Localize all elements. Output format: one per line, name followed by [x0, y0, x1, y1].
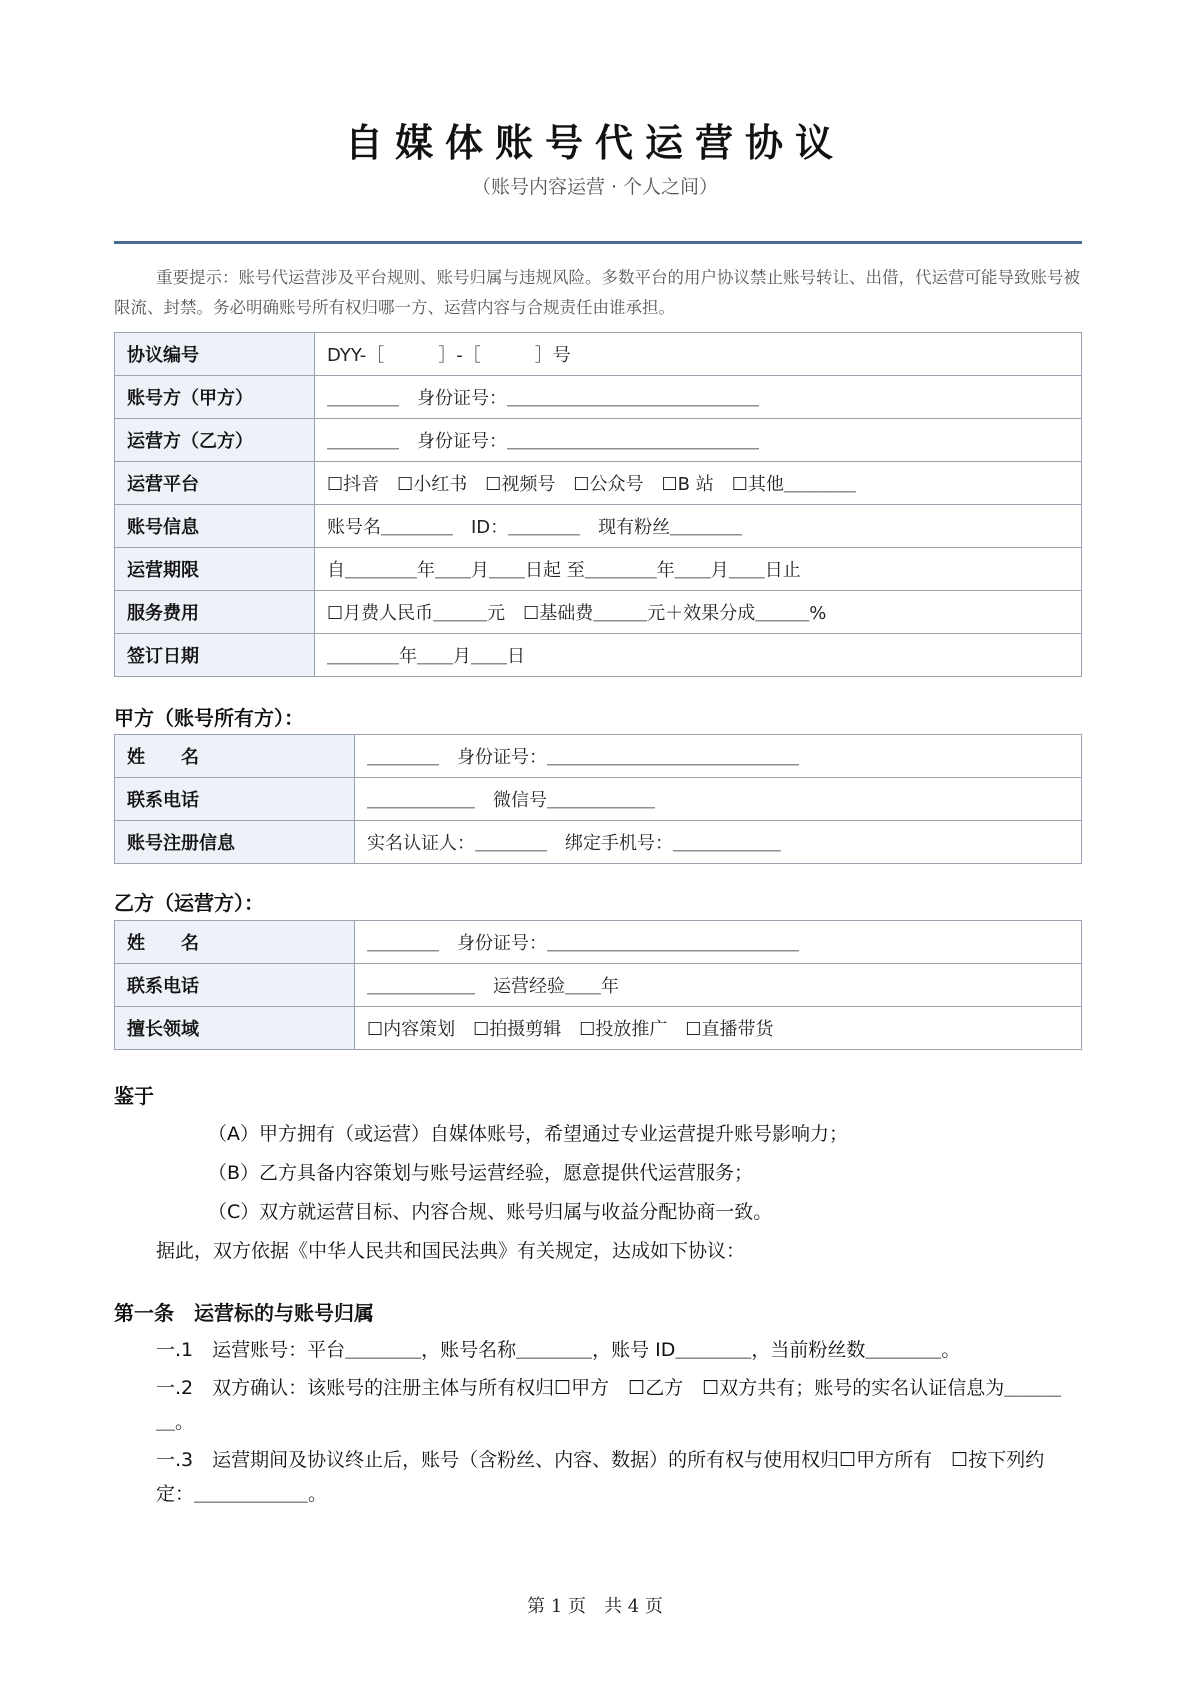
table-row	[115, 964, 1082, 1007]
table-row	[115, 921, 1082, 964]
summary-label: 账号方（甲方）	[115, 376, 315, 419]
article1-heading: 第一条 运营标的与账号归属	[114, 1301, 374, 1325]
table-row	[115, 1007, 1082, 1050]
party-a-label: 姓 名	[115, 735, 355, 778]
table-row	[115, 333, 1082, 376]
party-b-label: 姓 名	[115, 921, 355, 964]
party-b-value[interactable]: ＿＿＿＿ 身份证号：＿＿＿＿＿＿＿＿＿＿＿＿＿＿	[355, 921, 1082, 964]
summary-table	[114, 332, 1082, 677]
important-notice: 重要提示：账号代运营涉及平台规则、账号归属与违规风险。多数平台的用户协议禁止账号转让、出借，代运营可能导致账号被限流、封禁。务必明确账号所有权归哪一方、运营内容与合规责任由谁承担。	[114, 268, 1080, 317]
platform-checkboxes[interactable]: ☐抖音 ☐小红书 ☐视频号 ☐公众号 ☐B 站 ☐其他＿＿＿＿	[315, 462, 1082, 505]
expertise-checkboxes[interactable]: ☐内容策划 ☐拍摄剪辑 ☐投放推广 ☐直播带货	[355, 1007, 1082, 1050]
summary-value[interactable]: ＿＿＿＿年＿＿月＿＿日	[315, 634, 1082, 677]
summary-value[interactable]: ＿＿＿＿ 身份证号：＿＿＿＿＿＿＿＿＿＿＿＿＿＿	[315, 419, 1082, 462]
summary-value[interactable]: ＿＿＿＿ 身份证号：＿＿＿＿＿＿＿＿＿＿＿＿＿＿	[315, 376, 1082, 419]
whereas-item: （B）乙方具备内容策划与账号运营经验，愿意提供代运营服务；	[208, 1162, 754, 1184]
table-row	[115, 548, 1082, 591]
table-row	[115, 462, 1082, 505]
whereas-item: （C）双方就运营目标、内容合规、账号归属与收益分配协商一致。	[208, 1201, 773, 1223]
party-a-value[interactable]: ＿＿＿＿＿＿ 微信号＿＿＿＿＿＿	[355, 778, 1082, 821]
party-a-table	[114, 734, 1082, 864]
document-subtitle: （账号内容运营 · 个人之间）	[471, 176, 719, 198]
party-a-heading: 甲方（账号所有方）：	[114, 706, 304, 730]
clause-1-3: 一.3 运营期间及协议终止后，账号（含粉丝、内容、数据）的所有权与使用权归☐甲方所有 ☐按下列约定：＿＿＿＿＿＿。	[156, 1449, 1045, 1505]
party-a-value[interactable]: 实名认证人：＿＿＿＿ 绑定手机号：＿＿＿＿＿＿	[355, 821, 1082, 864]
whereas-item: （A）甲方拥有（或运营）自媒体账号，希望通过专业运营提升账号影响力；	[208, 1123, 848, 1145]
document-title: 自媒体账号代运营协议	[344, 121, 845, 165]
page-footer: 第 1 页 共 4 页	[527, 1596, 663, 1617]
table-row	[115, 735, 1082, 778]
table-row	[115, 591, 1082, 634]
party-b-heading: 乙方（运营方）：	[114, 891, 264, 915]
summary-label: 运营方（乙方）	[115, 419, 315, 462]
party-a-value[interactable]: ＿＿＿＿ 身份证号：＿＿＿＿＿＿＿＿＿＿＿＿＿＿	[355, 735, 1082, 778]
table-row	[115, 821, 1082, 864]
summary-label: 服务费用	[115, 591, 315, 634]
table-row	[115, 376, 1082, 419]
table-row	[115, 634, 1082, 677]
table-row	[115, 778, 1082, 821]
party-a-label: 联系电话	[115, 778, 355, 821]
whereas-block	[114, 1117, 1082, 1268]
party-b-label: 联系电话	[115, 964, 355, 1007]
summary-label: 账号信息	[115, 505, 315, 548]
title-divider	[114, 241, 1082, 244]
whereas-heading: 鉴于	[114, 1084, 154, 1108]
summary-value[interactable]: 账号名＿＿＿＿ ID：＿＿＿＿ 现有粉丝＿＿＿＿	[315, 505, 1082, 548]
party-b-label: 擅长领域	[115, 1007, 355, 1050]
party-b-table	[114, 920, 1082, 1050]
table-row	[115, 419, 1082, 462]
article1-clauses	[114, 1333, 1082, 1511]
summary-value[interactable]: DYY-［ ］-［ ］号	[315, 333, 1082, 376]
summary-label: 运营平台	[115, 462, 315, 505]
summary-label: 签订日期	[115, 634, 315, 677]
party-a-label: 账号注册信息	[115, 821, 355, 864]
summary-value[interactable]: 自＿＿＿＿年＿＿月＿＿日起 至＿＿＿＿年＿＿月＿＿日止	[315, 548, 1082, 591]
clause-1-2: 一.2 双方确认：该账号的注册主体与所有权归☐甲方 ☐乙方 ☐双方共有；账号的实名认证信息为＿＿＿＿。	[156, 1377, 1062, 1433]
summary-label: 协议编号	[115, 333, 315, 376]
fee-checkboxes[interactable]: ☐月费人民币＿＿＿元 ☐基础费＿＿＿元＋效果分成＿＿＿%	[315, 591, 1082, 634]
clause-1-1: 一.1 运营账号：平台＿＿＿＿，账号名称＿＿＿＿，账号 ID＿＿＿＿，当前粉丝数＿＿＿＿。	[156, 1339, 961, 1361]
summary-label: 运营期限	[115, 548, 315, 591]
table-row	[115, 505, 1082, 548]
party-b-value[interactable]: ＿＿＿＿＿＿ 运营经验＿＿年	[355, 964, 1082, 1007]
whereas-conclusion: 据此，双方依据《中华人民共和国民法典》有关规定，达成如下协议：	[156, 1240, 746, 1262]
